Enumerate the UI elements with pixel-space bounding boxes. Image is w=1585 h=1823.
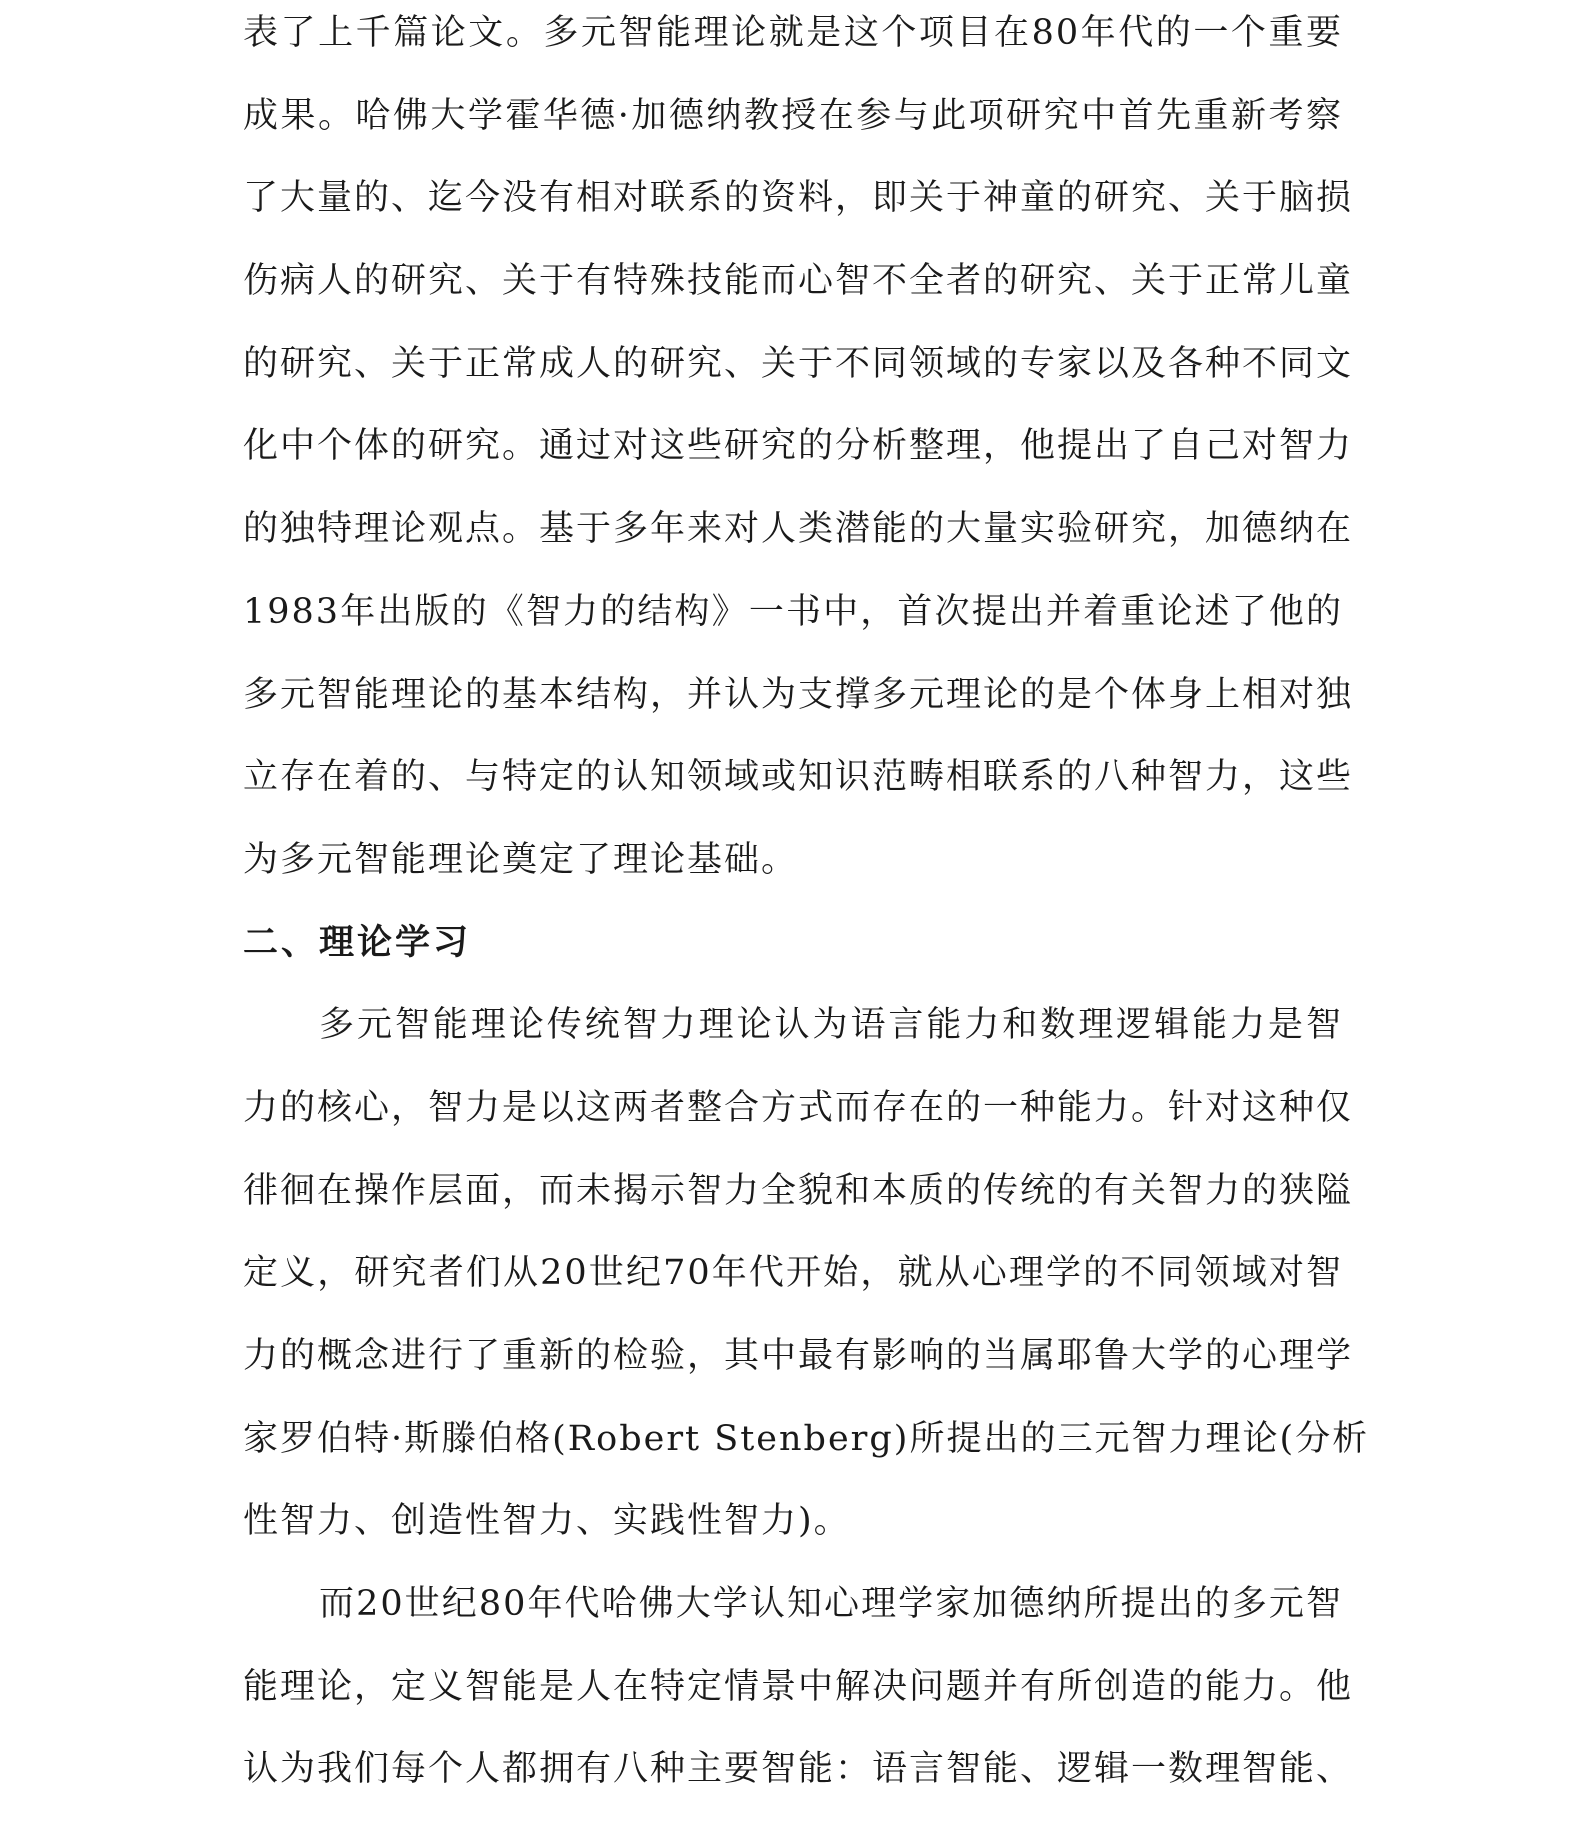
text-line: 成果。哈佛大学霍华德·加德纳教授在参与此项研究中首先重新考察 xyxy=(243,95,1343,136)
text-line: 力的概念进行了重新的检验，其中最有影响的当属耶鲁大学的心理学 xyxy=(243,1336,1354,1376)
text-line: 性智力、创造性智力、实践性智力)。 xyxy=(243,1501,851,1542)
text-line: 而20世纪80年代哈佛大学认知心理学家加德纳所提出的多元智 xyxy=(319,1584,1343,1625)
text-line: 为多元智能理论奠定了理论基础。 xyxy=(243,839,799,880)
text-line: 的研究、关于正常成人的研究、关于不同领域的专家以及各种不同文 xyxy=(243,343,1354,384)
text-line: 了大量的、迄今没有相对联系的资料，即关于神童的研究、关于脑损 xyxy=(243,178,1354,219)
text-line: 化中个体的研究。通过对这些研究的分析整理，他提出了自己对智力 xyxy=(243,426,1354,467)
section-heading: 二、理论学习 xyxy=(243,922,472,963)
text-line: 徘徊在操作层面，而未揭示智力全貌和本质的传统的有关智力的狭隘 xyxy=(243,1170,1354,1211)
document-page xyxy=(243,0,1370,1819)
text-line: 家罗伯特·斯滕伯格(Robert Stenberg)所提出的三元智力理论(分析 xyxy=(243,1418,1370,1459)
text-line: 多元智能理论的基本结构，并认为支撑多元理论的是个体身上相对独 xyxy=(243,674,1354,715)
text-line: 1983年出版的《智力的结构》一书中，首次提出并着重论述了他的 xyxy=(243,591,1343,632)
text-line: 伤病人的研究、关于有特殊技能而心智不全者的研究、关于正常儿童 xyxy=(243,261,1354,302)
text-line: 定义，研究者们从20世纪70年代开始，就从心理学的不同领域对智 xyxy=(243,1253,1343,1294)
text-line: 认为我们每个人都拥有八种主要智能：语言智能、逻辑一数理智能、 xyxy=(243,1749,1354,1790)
text-line: 的独特理论观点。基于多年来对人类潜能的大量实验研究，加德纳在 xyxy=(243,509,1354,550)
text-line: 立存在着的、与特定的认知领域或知识范畴相联系的八种智力，这些 xyxy=(243,757,1354,798)
text-line: 表了上千篇论文。多元智能理论就是这个项目在80年代的一个重要 xyxy=(243,13,1343,53)
text-line: 力的核心，智力是以这两者整合方式而存在的一种能力。针对这种仅 xyxy=(243,1087,1354,1128)
text-line: 能理论，定义智能是人在特定情景中解决问题并有所创造的能力。他 xyxy=(243,1666,1354,1707)
text-line: 多元智能理论传统智力理论认为语言能力和数理逻辑能力是智 xyxy=(319,1005,1343,1046)
